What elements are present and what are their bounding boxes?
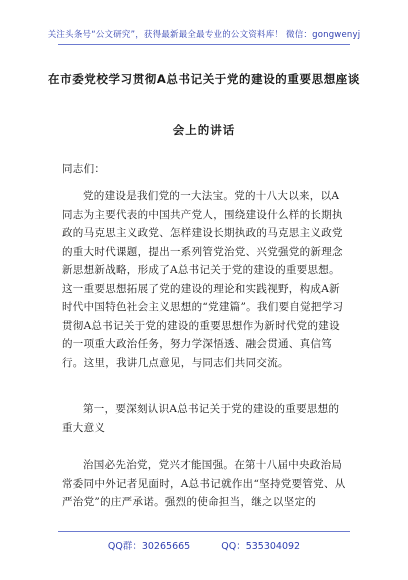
paragraph-3: 治国必先治党，党兴才能国强。在第十八届中央政治局常委同中外记者见面时，A总书记就作出“坚持党要管党、从严治党”的庄严承诺。强烈的使命担当，继之以坚定的 — [62, 459, 346, 508]
footer-qq-group: QQ群：30265665 — [107, 541, 191, 552]
header-divider — [58, 44, 350, 45]
footer-divider — [58, 531, 350, 532]
salutation: 同志们： — [62, 163, 106, 175]
document-title: 在市委党校学习贯彻A总书记关于党的建设的重要思想座谈 — [48, 72, 360, 86]
paragraph-1: 党的建设是我们党的一大法宝。党的十八大以来，以A同志为主要代表的中国共产党人，围绕建设什么样的长期执政的马克思主义政党、怎样建设长期执政的马克思主义政党的重大时代课题，提出一系列管党治党、兴党强党的新理念新思想新战略，形成了A总书记关于党的建设的重要思想。这一重要思想拓展了党的建设的理论和实践视野，构成A新时代中国特色社会主义思想的“党建篇”。我们要自觉把学习贯彻A总书记关于党的建设的重要思想作为新时代党的建设的一项重大政治任务，努力学深悟透、融会贯通、真信笃行。这里，我讲几点意见，与同志们共同交流。 — [62, 190, 344, 369]
footer — [0, 538, 408, 552]
document-title-continued: 会上的讲话 — [172, 123, 236, 137]
footer-qq: QQ：535304092 — [221, 541, 301, 552]
header-note: 关注头条号“公文研究”，获得最新最全最专业的公文资料库！ 微信：gongwenyj — [47, 30, 361, 40]
paragraph-2-heading: 第一，要深刻认识A总书记关于党的建设的重要思想的重大意义 — [62, 403, 340, 434]
